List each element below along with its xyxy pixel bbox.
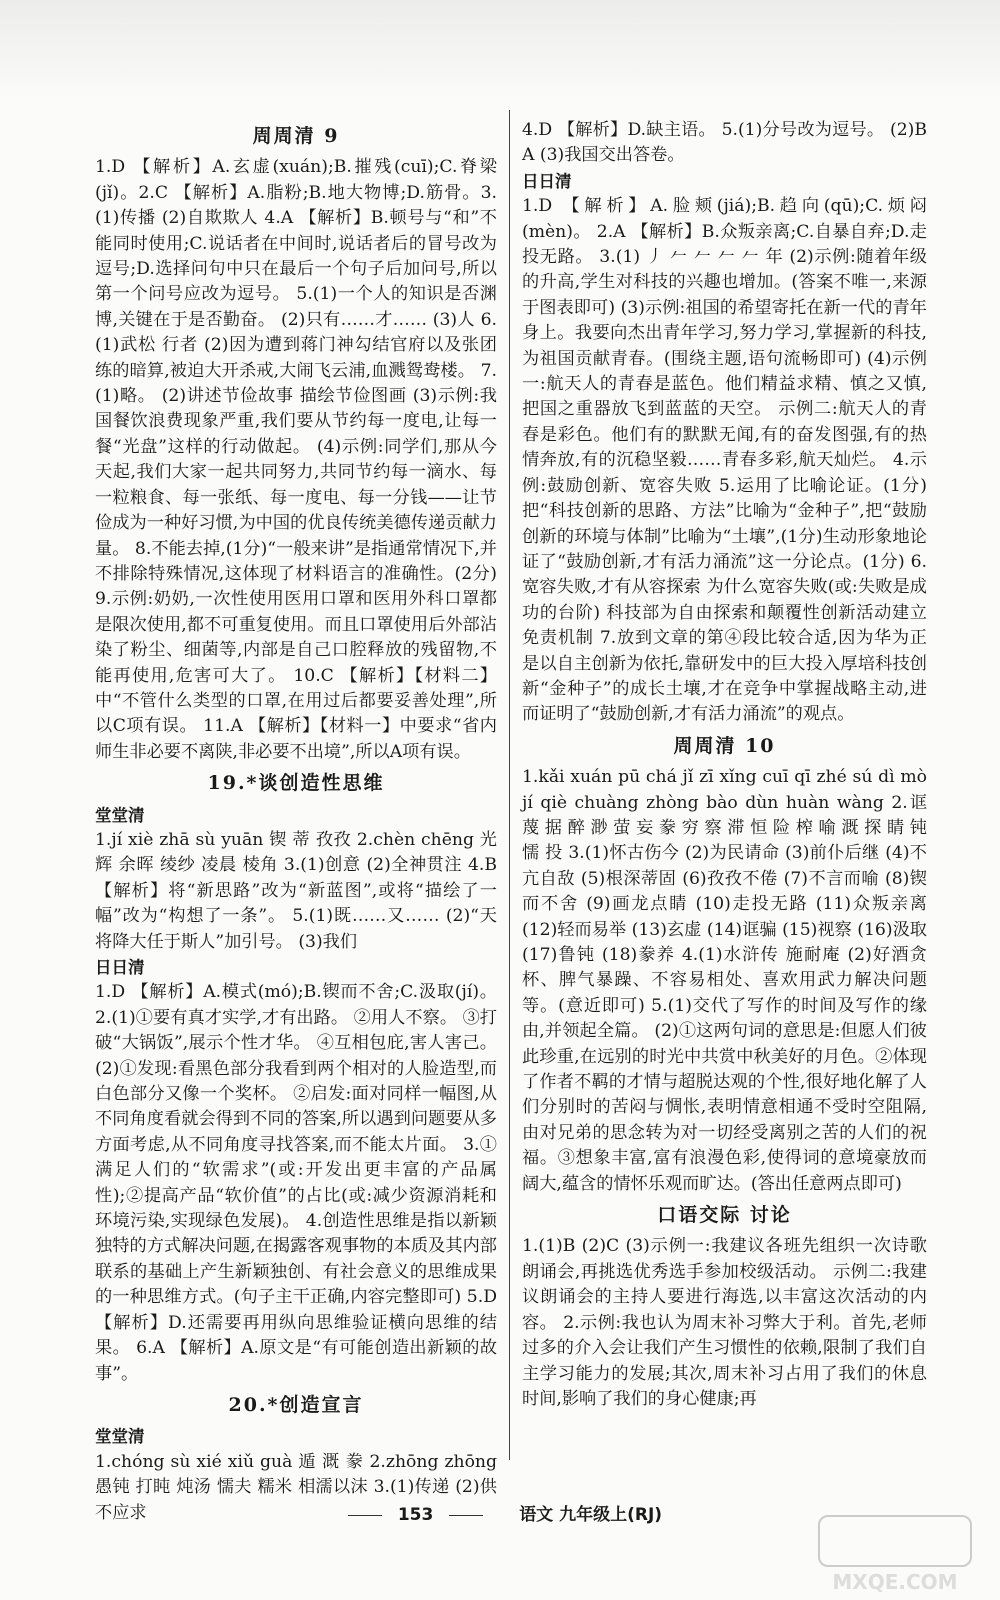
lesson-heading: 20.*创造宣言 xyxy=(228,1393,364,1416)
answer-block: 1.chóng sù xié xiǔ guà 遁 溉 豢 2.zhōng zhōng 愚钝 打盹 炖汤 懦夫 糯米 相濡以沫 3.(1)传递 (2)供不应求 xyxy=(95,1451,497,1523)
answer-block: 1.D 【解析】A.玄虚(xuán);B.摧残(cuī);C.脊梁(jǐ)。2.C 【解析】A.脂粉;B.地大物博;D.筋骨。3.(1)传播 (2)自欺欺人 4.A 【解析】B.顿号与“和”不能同时使用;C.说话者在中间时,说话者后的冒号改为逗号;D.选择问句中只在最后一个句子后加问号,所以第一个问号应改为逗号。 5.(1)一个人的知识是否渊博,关键在于是否勤奋。 (2)只有……才…… (3)人 6.(1)武松 行者 (2)因为遭到蒋门神勾结官府以及张团练的暗算,被迫大开杀戒,大闹飞云浦,血溅鸳鸯楼。 7.(1)略。 (2)讲述节俭故事 描绘节俭图画 (3)示例:我国餐饮浪费现象严重,我们要从节约每一度电,让每一餐“光盘”这样的行动做起。 (4)示例:同学们,那从今天起,我们大家一起共同努力,共同节约每一滴水、每一粒粮食、每一张纸、每一度电、每一分钱——让节俭成为一种好习惯,为中国的优良传统美德传递贡献力量。 8.不能去掉,(1分)“一般来讲”是指通常情况下,并不排除特殊情况,这体现了材料语言的准确性。(2分) 9.示例:奶奶,一次性使用医用口罩和医用外科口罩都是限次使用,都不可重复使用。而且口罩使用后外部沾染了粉尘、细菌等,内部是自己口腔释放的残留物,不能再使用,危害可大了。 10.C 【解析】【材料二】中“不管什么类型的口罩,在用过后都要妥善处理”,所以C项有误。 11.A 【解析】【材料一】中要求“省内师生非必要不离陕,非必要不出境”,所以A项有误。 xyxy=(95,157,497,762)
answer-block: 1.kǎi xuán pū chá jǐ zī xǐng cuī qī zhé sú dì mò jí qiè chuàng zhòng bào dùn huàn wàng 2.诓 蔑 据 醉 渺 萤 妄 豢 穷 察 滞 恒 险 榨 喻 溉 探 睛 钝 懦 投 3.(1)怀古伤今 (2)为民请命 (3)前仆后继 (4)不亢自敌 (5)根深蒂固 (6)孜孜不倦 (7)不言而喻 (8)锲而不舍 (9)画龙点睛 (10)走投无路 (11)众叛亲离 (12)轻而易举 (13)玄虚 (14)诓骗 (15)视察 (16)汲取 (17)鲁钝 (18)豢养 4.(1)水浒传 施耐庵 (2)好酒贪杯、脾气暴躁、不容易相处、喜欢用武力解决问题等。(意近即可) 5.(1)交代了写作的时间及写作的缘由,并领起全篇。 (2)①这两句词的意思是:但愿人们彼此珍重,在远别的时光中共赏中秋美好的月色。②体现了作者不羁的才情与超脱达观的个性,很好地化解了人们分别时的苦闷与惆怅,表明情意相通不受时空阻隔,由对兄弟的思念转为对一切经受离别之苦的人们的祝福。③想象丰富,富有浪漫色彩,使得词的意境豪放而阔大,蕴含的情怀乐观而旷达。(答出任意两点即可) xyxy=(522,767,927,1194)
footer-rule xyxy=(449,1515,483,1516)
section-heading: 周周清 9 xyxy=(252,125,340,147)
site-watermark xyxy=(800,1515,990,1595)
answer-block: 1.(1)B (2)C (3)示例一:我建议各班先组织一次诗歌朗诵会,再挑选优秀选手参加校级活动。 示例二:我建议朗诵会的主持人要进行海选,以丰富这次活动的内容。 2.示例:我也认为周末补习弊大于利。首先,老师过多的介入会让我们产生习惯性的依赖,限制了我们自主学习能力的发展;其次,周末补习占用了我们的休息时间,影响了我们的身心健康;再 xyxy=(522,1236,927,1409)
subsection-label: 堂堂清 xyxy=(95,805,145,825)
scan-shadow xyxy=(0,0,1000,100)
right-column xyxy=(522,118,927,1412)
watermark-text: MXQE.COM xyxy=(832,1570,958,1594)
lesson-heading: 19.*谈创造性思维 xyxy=(207,772,385,795)
answer-block: 1.D 【解析】A.模式(mó);B.锲而不舍;C.汲取(jí)。2.(1)①要有真才实学,才有出路。 ②用人不察。 ③打破“大锅饭”,展示个性才华。 ④互相包庇,害人害己。 (2)①发现:看黑色部分我看到两个相对的人脸造型,而白色部分又像一个奖杯。 ②启发:面对同样一幅图,从不同角度看就会得到不同的答案,所以遇到问题要从多方面考虑,从不同角度寻找答案,而不能太片面。 3.①满足人们的“软需求”(或:开发出更丰富的产品属性);②提高产品“软价值”的占比(或:减少资源消耗和环境污染,实现绿色发展)。 4.创造性思维是指以新颖独特的方式解决问题,在揭露客观事物的本质及其内部联系的基础上产生新颖独创、有社会意义的思维成果的一种思维方式。(句子主干正确,内容完整即可) 5.D 【解析】D.还需要再用纵向思维验证横向思维的结果。 6.A 【解析】A.原文是“有可能创造出新颖的故事”。 xyxy=(95,982,497,1384)
answer-block: 1.jí xiè zhā sù yuān 锲 蒂 孜孜 2.chèn chēng 光辉 余晖 绫纱 凌晨 棱角 3.(1)创意 (2)全神贯注 4.B 【解析】将“新思路”改为“新蓝图”,或将“描绘了一幅”改为“构想了一条”。 5.(1)既……又…… (2)“天将降大任于斯人”加引号。 (3)我们 xyxy=(95,829,497,952)
left-column xyxy=(95,118,497,1526)
section-heading: 口语交际 讨论 xyxy=(657,1204,792,1227)
section-heading: 周周清 10 xyxy=(673,734,776,757)
subsection-label: 日日清 xyxy=(522,171,572,191)
subsection-label: 日日清 xyxy=(95,958,145,977)
page-number: 153 xyxy=(397,1505,434,1525)
grade-label: 九年级上(RJ) xyxy=(559,1505,663,1525)
column-divider xyxy=(509,110,510,1460)
answer-block: 4.D 【解析】D.缺主语。 5.(1)分号改为逗号。 (2)B A (3)我国交出答卷。 xyxy=(522,120,927,166)
subsection-label: 堂堂清 xyxy=(95,1427,145,1447)
watermark-logo xyxy=(818,1515,972,1567)
answer-block: 1.D 【解析】A.脸颊(jiá);B.趋向(qū);C.烦闷(mèn)。 2.A 【解析】B.众叛亲离;C.自暴自弃;D.走投无路。 3.(1) 丿 𠂉 𠂉 𠂉 𠂉 年 (2)示例:随着年级的升高,学生对科技的兴趣也增加。(答案不唯一,来源于图表即可) (3)示例:祖国的希望寄托在新一代的青年身上。我要向杰出青年学习,努力学习,掌握新的科技,为祖国贡献青春。(围绕主题,语句流畅即可) (4)示例一:航天人的青春是蓝色。他们精益求精、慎之又慎,把国之重器放飞到蓝蓝的天空。 示例二:航天人的青春是彩色。他们有的默默无闻,有的奋发图强,有的热情奔放,有的沉稳坚毅……青春多彩,航天灿烂。 4.示例:鼓励创新、宽容失败 5.运用了比喻论证。(1分)把“科技创新的思路、方法”比喻为“金种子”,把“鼓励创新的环境与体制”比喻为“土壤”,(1分)生动形象地论证了“鼓励创新,才有活力涌流”这一分论点。(1分) 6.宽容失败,才有从容探索 为什么宽容失败(或:失败是成功的台阶) 科技部为自由探索和颠覆性创新活动建立免责机制 7.放到文章的第④段比较合适,因为华为正是以自主创新为依托,靠研发中的巨大投入厚培科技创新“金种子”的成长土壤,才在竞争中掌握战略主动,进而证明了“鼓励创新,才有活力涌流”的观点。 xyxy=(522,196,927,725)
footer-rule xyxy=(348,1515,382,1516)
subject-label: 语文 xyxy=(519,1505,554,1525)
